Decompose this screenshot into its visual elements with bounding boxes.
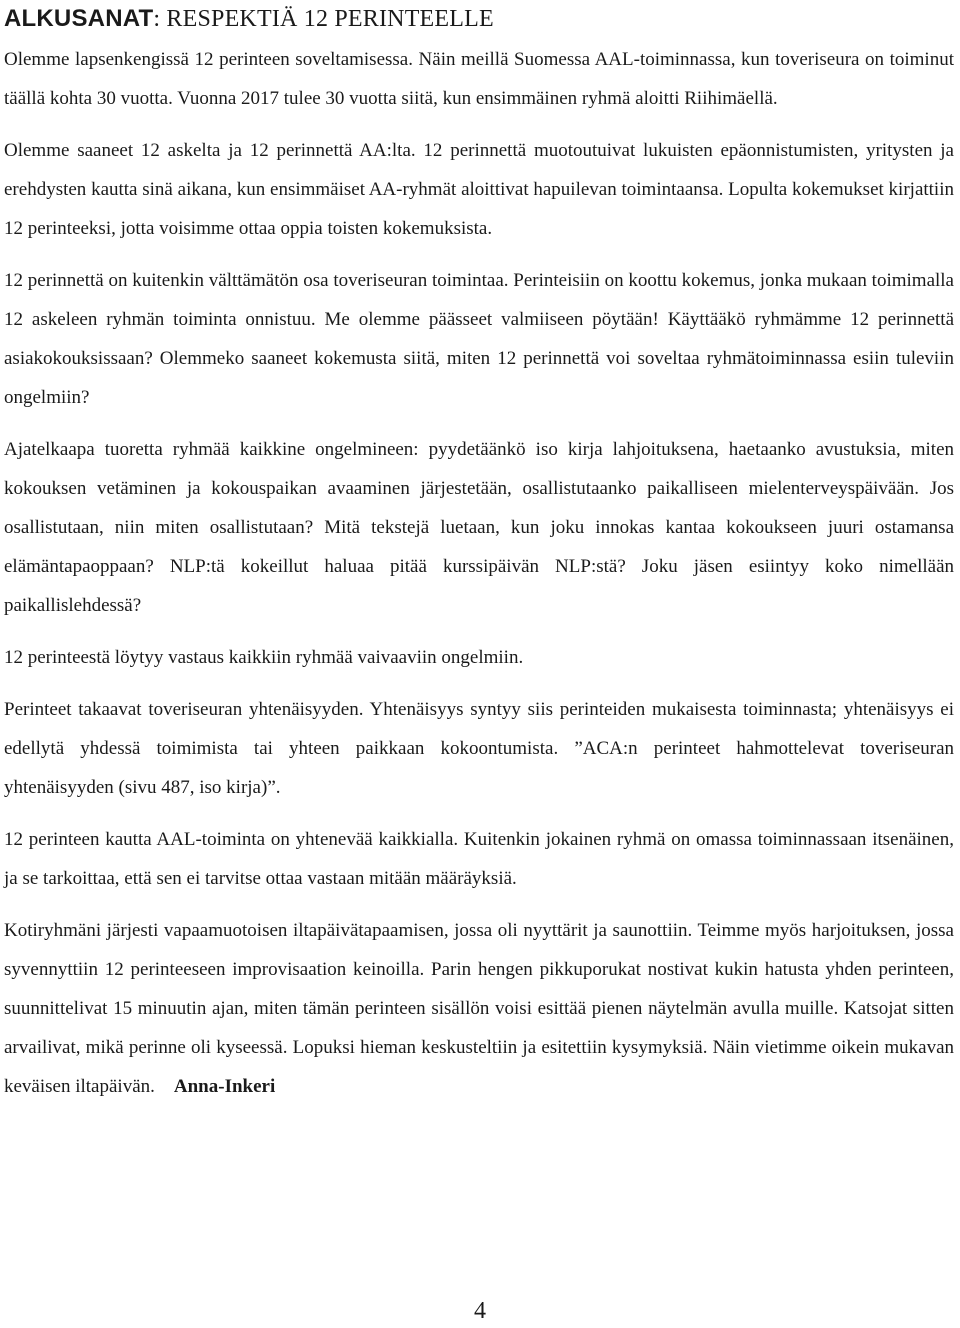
paragraph-necessity: 12 perinnettä on kuitenkin välttämätön osa toveriseuran toimintaa. Perinteisiin on koottu kokemus, jonka mukaan toimimalla 12 askeleen ryhmän toiminta onnistuu. Me olemme päässeet valmiiseen pöytään! Käyttääkö ryhmämme 12 perinnettä asiakokouksissaan? Olemmeko saaneet kokemusta siitä, miten 12 perinnettä voi soveltaa ryhmätoiminnassa esiin tuleviin ongelmiin? (4, 270, 954, 408)
page-number: 4 (474, 1298, 486, 1324)
title-rest: : RESPEKTIÄ 12 PERINTEELLE (153, 6, 494, 32)
document-page (4, 0, 954, 1106)
paragraph-intro: Olemme lapsenkengissä 12 perinteen soveltamisessa. Näin meillä Suomessa AAL-toiminnassa, kun toveriseura on toiminut täällä kohta 30 vuotta. Vuonna 2017 tulee 30 vuotta siitä, kun ensimmäinen ryhmä aloitti Riihimäellä. (4, 49, 954, 109)
home-group-text: Kotiryhmäni järjesti vapaamuotoisen iltapäivätapaamisen, jossa oli nyyttärit ja saunottiin. Teimme myös harjoituksen, jossa syvennyttiin 12 perinteeseen improvisaation keinoilla. Parin hengen pikkuporukat nostivat kukin hatusta yhden perinteen, suunnittelivat 15 minuutin ajan, miten tämän perinteen sisällön voisi esittää pienen näytelmän avulla muille. Katsojat sitten arvailivat, mikä perinne oli kyseessä. Lopuksi hieman keskusteltiin ja esitettiin kysymyksiä. Näin vietimme oikein mukavan keväisen iltapäivän. (4, 920, 954, 1097)
paragraph-answer: 12 perinteestä löytyy vastaus kaikkiin ryhmää vaivaaviin ongelmiin. (4, 647, 524, 668)
paragraph-unity: Perinteet takaavat toveriseuran yhtenäisyyden. Yhtenäisyys syntyy siis perinteiden mukaisesta toiminnasta; yhtenäisyys ei edellytä yhdessä toimimista tai yhteen paikkaan kokoontumista. ”ACA:n perinteet hahmottelevat toveriseuran yhtenäisyyden (sivu 487, iso kirja)”. (4, 699, 954, 798)
paragraph-home-group (4, 911, 954, 1106)
signature: Anna-Inkeri (173, 1076, 276, 1097)
paragraph-autonomy: 12 perinteen kautta AAL-toiminta on yhtenevää kaikkialla. Kuitenkin jokainen ryhmä on omassa toiminnassaan itsenäinen, ja se tarkoittaa, että sen ei tarvitse ottaa vastaan mitään määräyksiä. (4, 829, 954, 889)
paragraph-origins: Olemme saaneet 12 askelta ja 12 perinnettä AA:lta. 12 perinnettä muotoutuivat lukuisten epäonnistumisten, yritysten ja erehdysten kautta sinä aikana, kun ensimmäiset AA-ryhmät aloittivat hapuilevan toimintaansa. Lopulta kokemukset kirjattiin 12 perinteeksi, jotta voisimme ottaa oppia toisten kokemuksista. (4, 140, 954, 239)
title-lead: ALKUSANAT (4, 5, 154, 32)
document-title (4, 4, 954, 34)
paragraph-new-group: Ajatelkaapa tuoretta ryhmää kaikkine ongelmineen: pyydetäänkö iso kirja lahjoituksena, haetaanko avustuksia, miten kokouksen vetäminen ja kokouspaikan avaaminen järjestetään, osallistutaanko paikalliseen mielenterveyspäivään. Jos osallistutaan, niin miten osallistutaan? Mitä tekstejä luetaan, kun joku innokas kantaa kokoukseen juuri ostamansa elämäntapaoppaan? NLP:tä kokeillut haluaa pitää kurssipäivän NLP:stä? Joku jäsen esiintyy koko nimellään paikallislehdessä? (4, 439, 954, 616)
